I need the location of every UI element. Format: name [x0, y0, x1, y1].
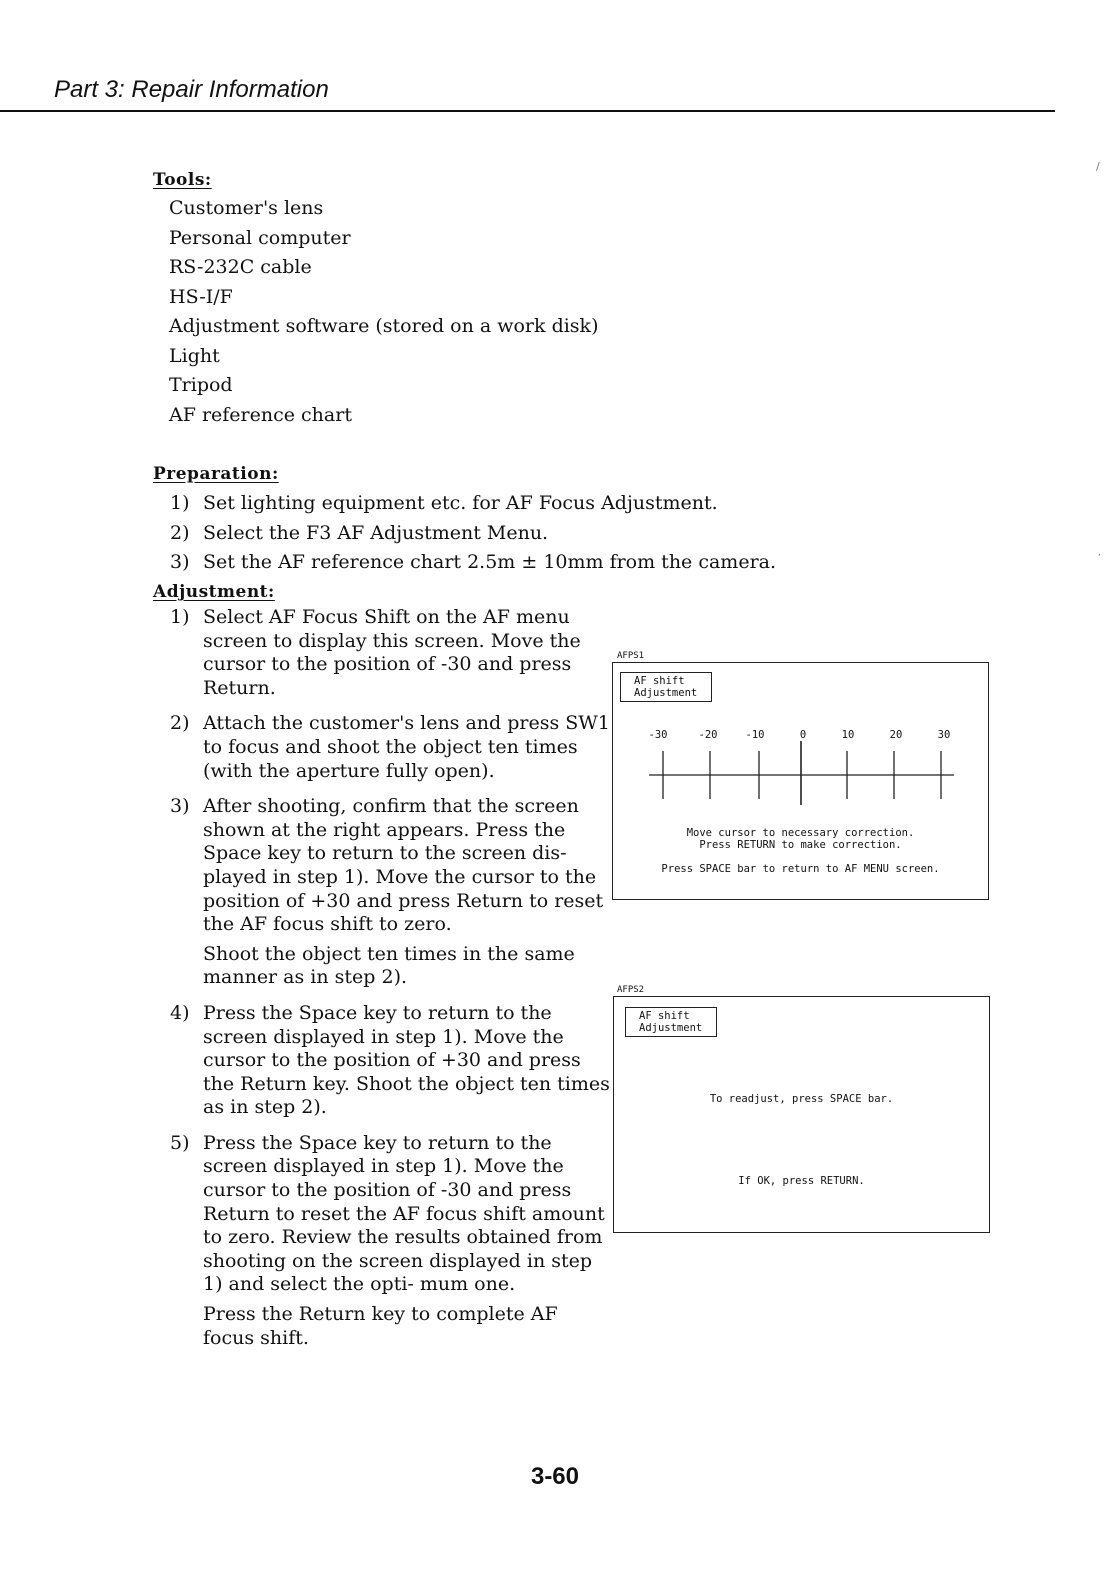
screen-title-box [625, 1007, 717, 1037]
screen-message: Move cursor to necessary correction. [686, 827, 915, 839]
step-text: Press the Space key to return to the screen displayed in step 1). Move the cursor to the position of -30 and press Return to reset the AF focus shift amount to zero. Review the results obtained from shooting on the screen displayed in step 1) and select the opti- mum one. [203, 1131, 605, 1296]
tool-item: AF reference chart [169, 403, 352, 426]
tool-item: RS-232C cable [169, 256, 312, 278]
af-shift-screen-2 [613, 996, 990, 1233]
scale-label: -20 [698, 729, 718, 741]
page-number: 3-60 [530, 1463, 580, 1490]
step-text: Press the Space key to return to the screen displayed in step 1). Move the cursor to the position of +30 and press the Return key. Shoot the object ten times as in step 2). [203, 1001, 610, 1119]
step-text: Select AF Focus Shift on the AF menu screen to display this screen. Move the cursor to the position of -30 and press Return. [203, 606, 581, 699]
scale-label: -30 [648, 729, 668, 741]
step-text: Select the F3 AF Adjustment Menu. [203, 521, 549, 544]
screen-label-afps2: AFPS2 [617, 985, 645, 995]
scale-label: 10 [841, 729, 855, 741]
step-text: Set lighting equipment etc. for AF Focus Adjustment. [203, 492, 718, 514]
scale-label: -10 [745, 729, 765, 741]
scale-label: 30 [937, 729, 951, 741]
step-text: After shooting, confirm that the screen shown at the right appears. Press the Space key to return to the screen dis- played in step 1). Move the cursor to the position of +30 and press Return to reset the AF focus shift to zero. [203, 795, 604, 936]
screen-message: Press RETURN to make correction. [699, 839, 902, 851]
tool-item: Adjustment software (stored on a work disk) [169, 315, 599, 337]
screen-message: Press SPACE bar to return to AF MENU screen. [661, 863, 940, 875]
af-shift-screen-1 [612, 662, 989, 900]
step-number: 1) [170, 492, 190, 514]
adjustment-step [170, 1002, 610, 1126]
scan-mark: / [1096, 160, 1100, 173]
screen-title-line: AF shift [634, 675, 685, 687]
adjustment-steps [170, 606, 610, 1362]
tool-item: Tripod [169, 374, 233, 396]
screen-message: To readjust, press SPACE bar. [709, 1093, 894, 1105]
tool-item: HS-I/F [169, 285, 233, 308]
page-header-title: Part 3: Repair Information [54, 76, 329, 103]
step-number: 2) [170, 521, 190, 544]
adjustment-step [170, 1132, 610, 1356]
preparation-step [170, 519, 776, 549]
screen-title-line: Adjustment [639, 1022, 703, 1034]
tool-item: Customer's lens [169, 197, 324, 219]
step-text: Set the AF reference chart 2.5m ± 10mm from the camera. [203, 551, 777, 573]
step-number: 5) [170, 1131, 190, 1154]
preparation-steps [170, 489, 776, 578]
screen-title-line: AF shift [639, 1010, 690, 1022]
screen-label-afps1: AFPS1 [617, 651, 645, 661]
screen-message: If OK, press RETURN. [738, 1175, 865, 1187]
step-text: Attach the customer's lens and press SW1 to focus and shoot the object ten times (with the aperture fully open). [203, 712, 610, 782]
screen-title-line: Adjustment [634, 687, 698, 699]
tools-list [169, 194, 599, 430]
step-number: 4) [170, 1001, 190, 1024]
tool-item: Light [169, 344, 220, 367]
adjustment-step [170, 795, 610, 996]
preparation-step [170, 489, 776, 519]
step-number: 2) [170, 712, 190, 735]
step-number: 1) [170, 606, 190, 628]
scale-label: 20 [889, 729, 903, 741]
scale-label: 0 [799, 729, 807, 741]
preparation-heading: Preparation: [153, 464, 279, 484]
step-text: Shoot the object ten times in the same manner as in step 2). [203, 942, 575, 989]
step-number: 3) [170, 795, 190, 818]
header-rule [0, 110, 1055, 112]
step-number: 3) [170, 551, 190, 573]
adjustment-step [170, 712, 610, 789]
preparation-step [170, 548, 776, 578]
adjustment-step [170, 606, 610, 706]
tools-heading: Tools: [153, 170, 212, 190]
step-text: Press the Return key to complete AF focus shift. [203, 1303, 558, 1349]
scan-mark: , [1098, 548, 1101, 558]
adjustment-heading: Adjustment: [153, 582, 275, 602]
tool-item: Personal computer [169, 226, 351, 249]
